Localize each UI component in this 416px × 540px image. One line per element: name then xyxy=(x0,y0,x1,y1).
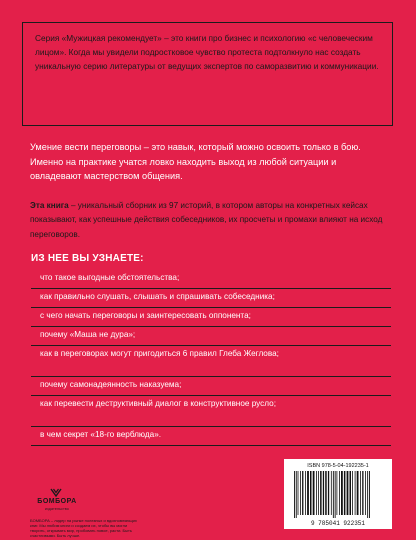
isbn-text: ISBN 978-5-04-192235-1 xyxy=(307,463,369,469)
collection-paragraph xyxy=(30,199,390,242)
learn-item: с чего начать переговоры и заинтересовать оппонента; xyxy=(31,308,391,327)
learn-item: в чем секрет «18-го верблюда». xyxy=(31,427,391,446)
collection-text: – уникальный сборник из 97 историй, в котором авторы на конкретных кейсах показывают, как успешные действия собеседников, их просчеты и промахи влияют на исход переговоров. xyxy=(30,201,383,239)
intro-paragraph: Умение вести переговоры – это навык, который можно освоить только в бою. Именно на практике учатся ловко находить выход из любой ситуации и овладевают мастерством общения. xyxy=(30,142,361,182)
publisher-logo-subtitle: издательство xyxy=(44,507,70,511)
barcode-bars xyxy=(294,471,370,518)
series-description-text: Серия «Мужицкая рекомендует» – это книги про бизнес и психологию «с человеческим лицом». Когда мы увидели подростковое чувство протеста подтолкнуло нас создать уникальную серию литературы от ведущих экспертов по саморазвитию и коммуникации. xyxy=(35,33,379,72)
publisher-note: БОМБОРА – лидер на рынке полезных и вдохновляющих книг. Мы любим книги и создаем их, чтобы вы могли творить, открывать мир, пробовать новое, расти. Быть счастливыми. Быть лучше. xyxy=(30,518,137,538)
learn-item: как перевести деструктивный диалог в конструктивное русло; xyxy=(31,396,391,427)
learn-item: как правильно слушать, слышать и спрашивать собеседника; xyxy=(31,289,391,308)
learn-list xyxy=(31,270,391,446)
series-description-box xyxy=(22,22,393,126)
publisher-logo xyxy=(30,488,84,516)
barcode-number: 9 785041 922351 xyxy=(310,520,366,527)
learn-item: почему «Маша не дура»; xyxy=(31,327,391,346)
publisher-logo-name: БОМБОРА xyxy=(37,498,77,505)
learn-item: что такое выгодные обстоятельства; xyxy=(31,270,391,289)
barcode-image xyxy=(290,471,386,527)
barcode-box xyxy=(284,459,392,529)
bombora-logo-icon xyxy=(50,488,62,497)
learn-item: как в переговорах могут пригодиться 6 правил Глеба Жеглова; xyxy=(31,346,391,377)
learn-item: почему самонадеянность наказуема; xyxy=(31,377,391,396)
learn-heading: ИЗ НЕЕ ВЫ УЗНАЕТЕ: xyxy=(31,253,144,264)
collection-bold-lead: Эта книга xyxy=(30,201,69,210)
